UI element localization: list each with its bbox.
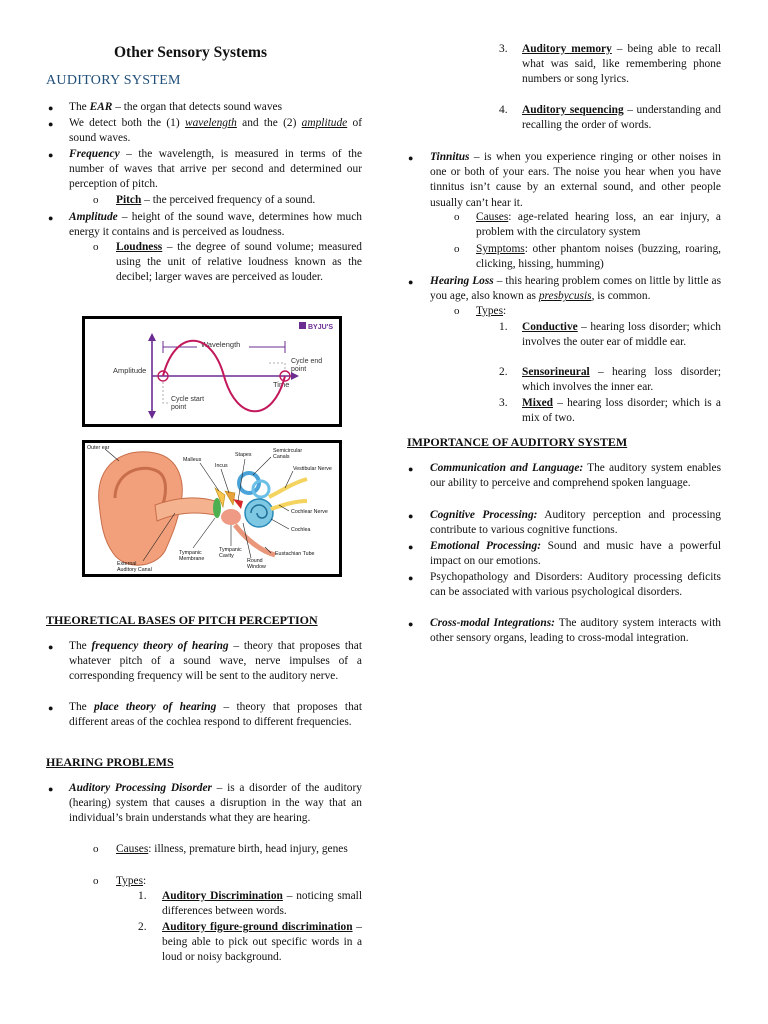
brand-label: BYJU'S bbox=[308, 324, 334, 331]
list-number: 1. bbox=[138, 890, 147, 902]
label-tympanic-cavity-2: Cavity bbox=[219, 553, 234, 559]
frequency-theory-bullet: The frequency theory of hearing – theory that proposes that whatever pitch of a sound wave, nerve impulses of a corresponding frequency will be sent to the auditory nerve. bbox=[69, 640, 362, 683]
sub-bullet: o bbox=[93, 194, 99, 206]
apd-type-2: Auditory figure-ground discrimination – being able to pick out specific words in a loud or noisy background. bbox=[162, 921, 363, 964]
label-round-window: Round bbox=[247, 558, 263, 564]
bullet: ● bbox=[48, 213, 54, 223]
sub-bullet: o bbox=[93, 241, 99, 253]
apd-causes: Causes: illness, premature birth, head injury, genes bbox=[116, 843, 348, 855]
importance-heading: IMPORTANCE OF AUDITORY SYSTEM bbox=[407, 435, 628, 449]
sub-bullet: o bbox=[93, 843, 99, 855]
bullet: ● bbox=[48, 103, 54, 113]
label-cochlea: Cochlea bbox=[291, 527, 311, 533]
bullet: ● bbox=[408, 277, 414, 287]
cycle-end-label: Cycle end bbox=[291, 358, 323, 365]
ear-diagram bbox=[85, 443, 339, 574]
list-number: 1. bbox=[499, 321, 508, 333]
importance-item-1: Communication and Language: The auditory system enables our ability to perceive and comprehend spoken language. bbox=[430, 462, 722, 490]
importance-item-3: Emotional Processing: Sound and music have a powerful impact on our emotions. bbox=[430, 540, 721, 568]
bullet: ● bbox=[408, 153, 414, 163]
label-cochlear-nerve: Cochlear Nerve bbox=[291, 509, 328, 515]
brand-logo-icon bbox=[299, 322, 306, 329]
tinnitus-symptoms: Symptoms: other phantom noises (buzzing, roaring, clicking, hissing, humming) bbox=[476, 243, 721, 271]
bullet: ● bbox=[48, 642, 54, 652]
place-theory-bullet: The place theory of hearing – theory that proposes that different areas of the cochlea respond to different frequencies. bbox=[69, 701, 362, 729]
apd-type-3: Auditory memory – being able to recall what was said, like remembering phone numbers or song lyrics. bbox=[522, 43, 721, 86]
hearing-loss-bullet: Hearing Loss – this hearing problem comes on little by little as you age, also known as presbycusis, is common. bbox=[430, 275, 721, 303]
amplitude-bullet: Amplitude – height of the sound wave, determines how much energy it contains and is perceived as loudness. bbox=[69, 211, 362, 239]
bullet: ● bbox=[408, 511, 414, 521]
label-tympanic-membrane-2: Membrane bbox=[179, 556, 205, 562]
label-stapes: Stapes bbox=[235, 452, 252, 458]
sub-bullet: o bbox=[454, 305, 460, 317]
tympanic-membrane-shape bbox=[213, 498, 221, 518]
label-outer-ear: Outer ear bbox=[87, 445, 110, 451]
loss-type-3: Mixed – hearing loss disorder; which is a mix of two. bbox=[522, 397, 721, 425]
sub-bullet: o bbox=[454, 243, 460, 255]
sub-bullet: o bbox=[454, 211, 460, 223]
apd-type-4: Auditory sequencing – understanding and recalling the order of words. bbox=[522, 104, 721, 132]
wavelength-label: Wavelength bbox=[201, 340, 241, 349]
bullet: ● bbox=[48, 784, 54, 794]
sub-bullet: o bbox=[93, 875, 99, 887]
label-tympanic-membrane: Tympanic bbox=[179, 550, 202, 556]
wave-figure bbox=[82, 316, 342, 427]
label-semicircular: Semicircular bbox=[273, 448, 303, 454]
wave-diagram bbox=[85, 319, 339, 424]
cycle-end-label-2: point bbox=[291, 366, 307, 373]
label-round-window-2: Window bbox=[247, 564, 266, 570]
bullet: ● bbox=[408, 464, 414, 474]
tinnitus-bullet: Tinnitus – is when you experience ringing or other noises in one or both of your ears. The noise you hear when you have tinnitus isn’t cause by an external sound, and other people usually can’t hear it. bbox=[430, 151, 721, 209]
pitch-sub-bullet: Pitch – the perceived frequency of a sound. bbox=[116, 194, 316, 206]
label-semicircular-2: Canals bbox=[273, 454, 290, 460]
hearing-loss-types-label: Types: bbox=[476, 305, 507, 317]
bullet: ● bbox=[48, 119, 54, 129]
bullet: ● bbox=[408, 542, 414, 552]
label-external-canal-2: Auditory Canal bbox=[117, 567, 152, 573]
list-number: 3. bbox=[499, 397, 508, 409]
label-eustachian-tube: Eustachian Tube bbox=[275, 551, 315, 557]
pitch-perception-heading: THEORETICAL BASES OF PITCH PERCEPTION bbox=[46, 613, 318, 627]
cycle-start-label-2: point bbox=[171, 404, 187, 411]
cycle-start-label: Cycle start bbox=[171, 396, 205, 403]
ear-bullet: The EAR – the organ that detects sound waves bbox=[69, 101, 283, 113]
frequency-bullet: Frequency – the wavelength, is measured in terms of the number of waves that arrive per second and determined our perception of pitch. bbox=[69, 148, 362, 191]
label-incus: Incus bbox=[215, 463, 228, 469]
cochlea-shape bbox=[245, 499, 273, 527]
hearing-problems-heading: HEARING PROBLEMS bbox=[46, 755, 174, 769]
importance-item-4: Psychopathology and Disorders: Auditory processing deficits can be associated with various psychological disorders. bbox=[430, 571, 721, 599]
loss-type-2: Sensorineural – hearing loss disorder; which involves the inner ear. bbox=[522, 366, 721, 394]
time-label: Time bbox=[273, 380, 290, 389]
tinnitus-causes: Causes: age-related hearing loss, an ear injury, a problem with the circulatory system bbox=[476, 211, 721, 239]
detect-bullet: We detect both the (1) wavelength and the (2) amplitude of sound waves. bbox=[69, 117, 362, 145]
bullet: ● bbox=[48, 150, 54, 160]
tympanic-cavity-shape bbox=[221, 509, 241, 525]
list-number: 2. bbox=[499, 366, 508, 378]
label-malleus: Malleus bbox=[183, 457, 202, 463]
loss-type-1: Conductive – hearing loss disorder; which involves the outer ear of middle ear. bbox=[522, 321, 721, 349]
bullet: ● bbox=[408, 619, 414, 629]
apd-bullet: Auditory Processing Disorder – is a disorder of the auditory (hearing) system that causes a disruption in the way that an individual’s brain understands what they are hearing. bbox=[69, 782, 362, 825]
bullet: ● bbox=[48, 703, 54, 713]
loudness-sub-bullet: Loudness – the degree of sound volume; measured using the unit of relative loudness known as the decibel; larger waves are perceived as louder. bbox=[116, 241, 362, 284]
list-number: 3. bbox=[499, 43, 508, 55]
apd-types-label: Types: bbox=[116, 875, 147, 887]
bullet: ● bbox=[408, 573, 414, 583]
auditory-system-heading: AUDITORY SYSTEM bbox=[46, 73, 181, 88]
page-title: Other Sensory Systems bbox=[114, 44, 267, 61]
amplitude-label: Amplitude bbox=[113, 366, 147, 375]
ear-figure bbox=[82, 440, 342, 577]
label-external-canal: External bbox=[117, 561, 137, 567]
label-tympanic-cavity: Tympanic bbox=[219, 547, 242, 553]
importance-item-2: Cognitive Processing: Auditory perception and processing contribute to various cognitive functions. bbox=[430, 509, 721, 537]
importance-item-5: Cross-modal Integrations: The auditory system interacts with other sensory organs, leading to cross-modal integration. bbox=[430, 617, 721, 645]
apd-type-1: Auditory Discrimination – noticing small differences between words. bbox=[162, 890, 363, 918]
list-number: 4. bbox=[499, 104, 508, 116]
label-vestibular-nerve: Vestibular Nerve bbox=[293, 466, 332, 472]
list-number: 2. bbox=[138, 921, 147, 933]
